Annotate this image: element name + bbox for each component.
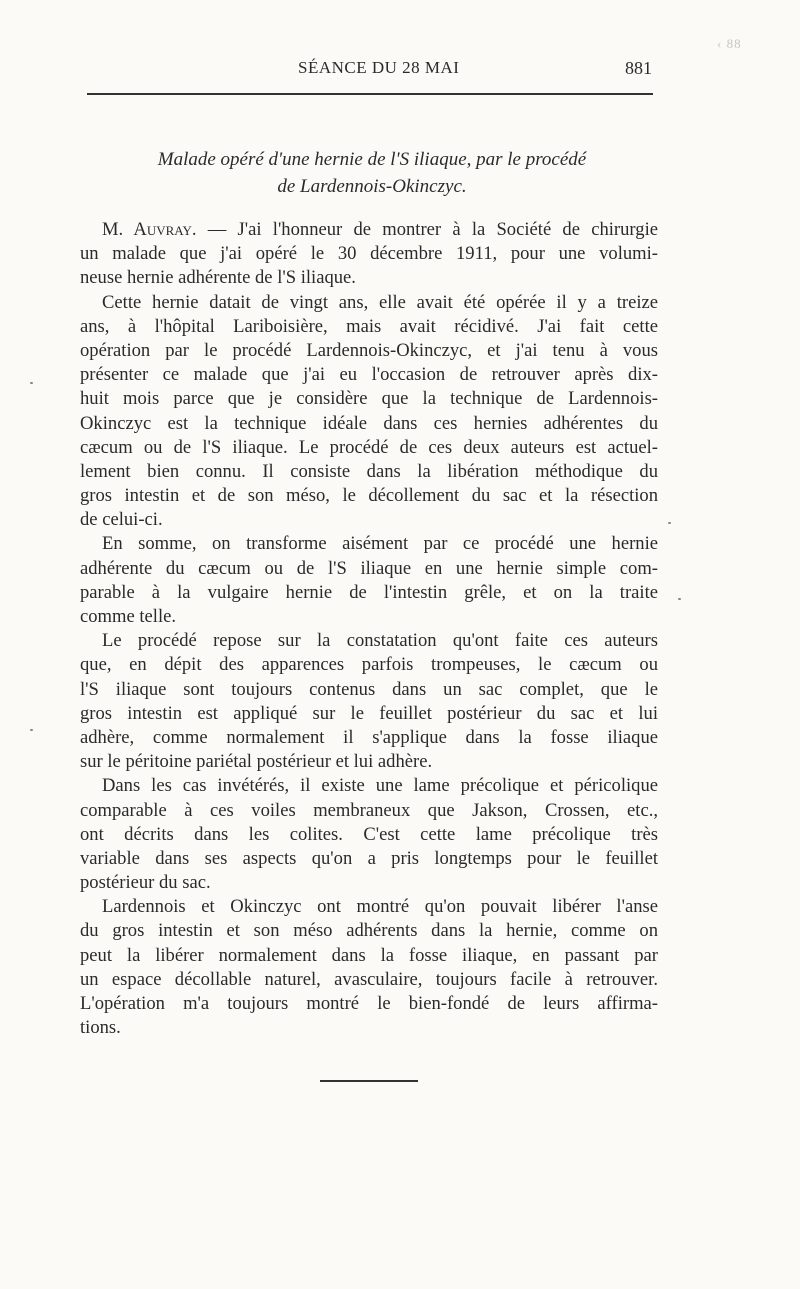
page-number: 881 bbox=[625, 58, 652, 78]
running-header bbox=[86, 56, 654, 82]
text-line: huit mois parce que je considère que la technique de Lardennois- bbox=[80, 388, 658, 410]
text-line: ont décrits dans les colites. C'est cette lame précolique très bbox=[80, 823, 658, 845]
article-title-line: de Lardennois-Okinczyc. bbox=[277, 176, 467, 197]
text-line: L'opération m'a toujours montré le bien-fondé de leurs affirma- bbox=[80, 993, 658, 1014]
text-line: Cette hernie datait de vingt ans, elle avait été opérée il y a treize bbox=[102, 291, 658, 313]
running-title: SÉANCE DU 28 MAI bbox=[298, 58, 460, 77]
text-line: parable à la vulgaire hernie de l'intestin grêle, et on la traite bbox=[80, 581, 658, 603]
text-line: cæcum ou de l'S iliaque. Le procédé de ces deux auteurs est actuel- bbox=[80, 436, 658, 458]
text-line: sur le péritoine pariétal postérieur et lui adhère. bbox=[80, 751, 433, 773]
text-line: tions. bbox=[80, 1017, 121, 1039]
text-line: gros intestin est appliqué sur le feuillet postérieur du sac et lui bbox=[80, 702, 658, 724]
paragraph bbox=[80, 291, 658, 533]
text-line: que, en dépit des apparences parfois trompeuses, le cæcum ou bbox=[80, 654, 658, 676]
text-line: gros intestin et de son méso, le décollement du sac et la résection bbox=[80, 485, 658, 507]
faint-folio-mark: ‹ 88 bbox=[717, 36, 742, 51]
text-line: lement bien connu. Il consiste dans la libération méthodique du bbox=[80, 460, 658, 482]
text-line: comparable à ces voiles membraneux que Jakson, Crossen, etc., bbox=[80, 799, 658, 821]
paragraph bbox=[80, 532, 658, 629]
text-line: un espace décollable naturel, avasculaire, toujours facile à retrouver. bbox=[80, 968, 658, 990]
text-line: de celui-ci. bbox=[80, 509, 163, 531]
text-line: Dans les cas invétérés, il existe une lame précolique et péricolique bbox=[102, 775, 658, 797]
article-body bbox=[80, 218, 658, 1040]
text-line: un malade que j'ai opéré le 30 décembre 1911, pour une volumi- bbox=[80, 243, 658, 265]
paragraph bbox=[80, 895, 658, 1040]
text-line: opération par le procédé Lardennois-Okinczyc, et j'ai tenu à vous bbox=[80, 339, 658, 361]
text-line: postérieur du sac. bbox=[80, 872, 211, 894]
speaker-name: M. Auvray. bbox=[102, 219, 197, 240]
paragraph bbox=[80, 218, 658, 291]
scan-speck bbox=[678, 598, 681, 600]
text-line: adhérente du cæcum ou de l'S iliaque en une hernie simple com- bbox=[80, 557, 658, 579]
text-line: neuse hernie adhérente de l'S iliaque. bbox=[80, 267, 356, 289]
paragraph bbox=[80, 629, 658, 774]
scan-speck bbox=[30, 729, 33, 731]
text-line: ans, à l'hôpital Lariboisière, mais avait récidivé. J'ai fait cette bbox=[80, 315, 658, 337]
paragraph bbox=[80, 774, 658, 895]
text-line bbox=[80, 218, 658, 242]
text-line: Okinczyc est la technique idéale dans ces hernies adhérentes du bbox=[80, 412, 658, 434]
text-line-content: — J'ai l'honneur de montrer à la Société de chirurgie bbox=[196, 219, 658, 240]
header-rule bbox=[87, 93, 653, 95]
text-line: variable dans ses aspects qu'on a pris longtemps pour le feuillet bbox=[80, 847, 658, 869]
text-line: présenter ce malade que j'ai eu l'occasion de retrouver après dix- bbox=[80, 364, 658, 386]
article-title bbox=[82, 146, 662, 200]
text-line: du gros intestin et son méso adhérents dans la hernie, comme on bbox=[80, 920, 658, 942]
text-line: comme telle. bbox=[80, 606, 177, 627]
text-line: Le procédé repose sur la constatation qu'ont faite ces auteurs bbox=[102, 630, 658, 652]
text-line: l'S iliaque sont toujours contenus dans un sac complet, que le bbox=[80, 678, 658, 700]
text-line: adhère, comme normalement il s'applique dans la fosse iliaque bbox=[80, 726, 658, 748]
text-line: peut la libérer normalement dans la fosse iliaque, en passant par bbox=[80, 944, 658, 966]
text-line: En somme, on transforme aisément par ce procédé une hernie bbox=[102, 533, 658, 555]
scan-speck bbox=[30, 382, 33, 384]
scan-speck bbox=[668, 522, 671, 524]
article-title-line: Malade opéré d'une hernie de l'S iliaque, par le procédé bbox=[157, 149, 587, 170]
end-rule bbox=[320, 1080, 418, 1082]
text-line: Lardennois et Okinczyc ont montré qu'on pouvait libérer l'anse bbox=[102, 896, 658, 918]
